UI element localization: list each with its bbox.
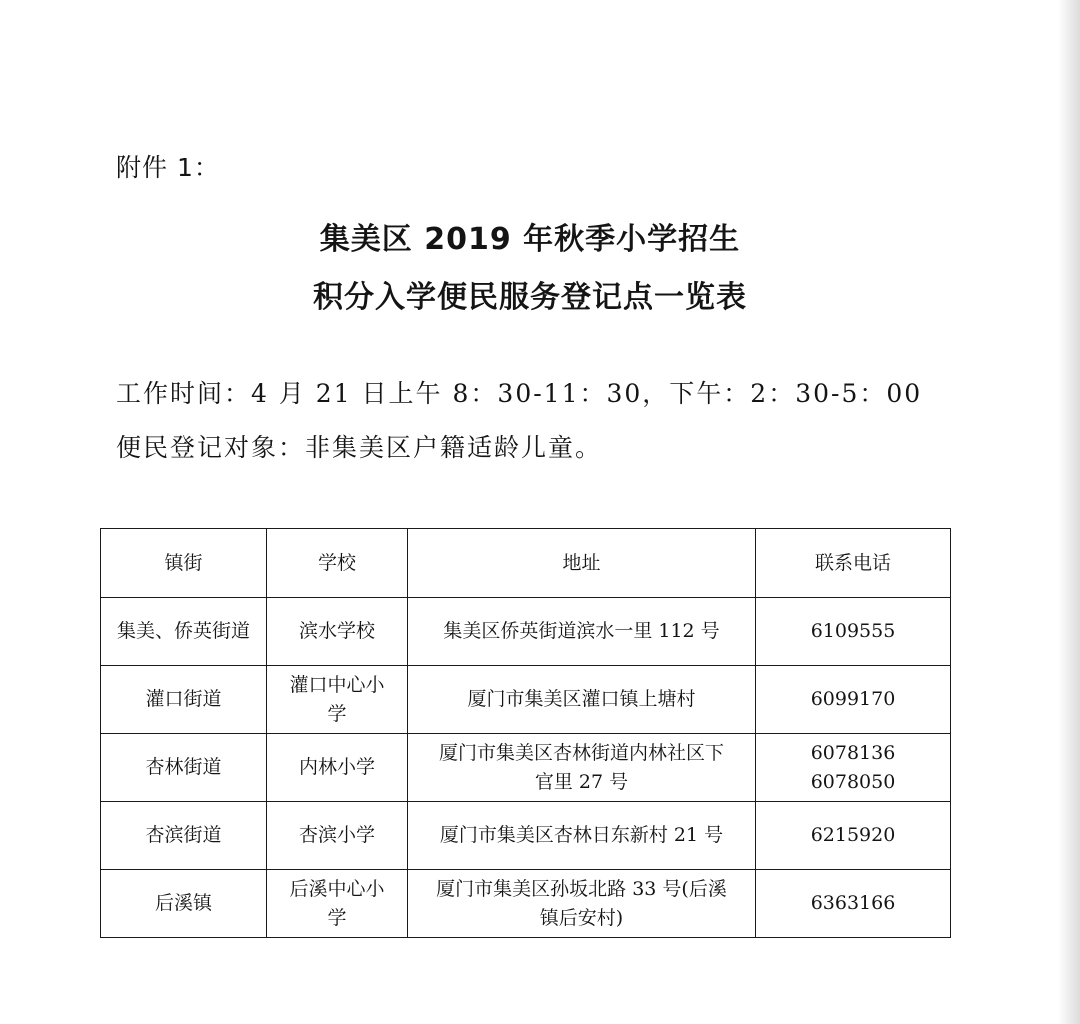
address-cell: [408, 598, 756, 666]
header-school: 学校: [267, 529, 408, 598]
address-line: 镇后安村): [539, 906, 624, 929]
town-cell: 后溪镇: [101, 870, 267, 938]
registration-target-text: 便民登记对象：非集美区户籍适龄儿童。: [116, 433, 603, 462]
phone-cell: [756, 666, 951, 734]
phone-cell: [756, 734, 951, 802]
table-header-row: [101, 529, 951, 598]
address-cell: [408, 802, 756, 870]
town-cell: 集美、侨英街道: [101, 598, 267, 666]
table-row: [101, 734, 951, 802]
school-line: 内林小学: [298, 756, 375, 778]
address-cell: [408, 666, 756, 734]
header-address: 地址: [408, 529, 756, 598]
document-title-line-2: 积分入学便民服务登记点一览表: [313, 280, 747, 315]
town-cell: 杏林街道: [101, 734, 267, 802]
attachment-label: 附件 1：: [116, 153, 220, 182]
working-hours-text: 工作时间：4 月 21 日上午 8：30-11：30，下午：2：30-5：00: [116, 379, 923, 408]
phone-number: 6078050: [810, 770, 896, 793]
phone-cell: [756, 802, 951, 870]
table-row: [101, 598, 951, 666]
address-cell: [408, 870, 756, 938]
address-line: 厦门市集美区灌口镇上塘村: [467, 688, 696, 710]
table-row: [101, 870, 951, 938]
address-line: 厦门市集美区孙坂北路 33 号(后溪: [436, 877, 727, 900]
header-phone: 联系电话: [756, 529, 951, 598]
school-cell: [267, 802, 408, 870]
phone-number: 6078136: [810, 741, 896, 764]
phone-number: 6363166: [810, 892, 896, 914]
address-line: 厦门市集美区杏林日东新村 21 号: [439, 824, 724, 846]
table-row: [101, 802, 951, 870]
phone-cell: [756, 870, 951, 938]
school-line: 后溪中心小: [289, 877, 385, 900]
school-line: 杏滨小学: [298, 824, 375, 846]
town-cell: 杏滨街道: [101, 802, 267, 870]
school-line: 学: [327, 906, 347, 929]
table-row: [101, 666, 951, 734]
phone-number: 6215920: [810, 824, 896, 846]
school-line: 灌口中心小: [289, 673, 385, 696]
address-line: 集美区侨英街道滨水一里 112 号: [443, 620, 720, 642]
school-cell: [267, 734, 408, 802]
school-cell: [267, 598, 408, 666]
school-line: 滨水学校: [298, 620, 375, 642]
address-line: 厦门市集美区杏林街道内林社区下: [438, 741, 724, 764]
town-cell: 灌口街道: [101, 666, 267, 734]
phone-cell: [756, 598, 951, 666]
school-line: 学: [327, 702, 347, 725]
document-title-line-1: 集美区 2019 年秋季小学招生: [319, 222, 741, 257]
address-cell: [408, 734, 756, 802]
school-cell: [267, 870, 408, 938]
registration-points-table: [100, 528, 951, 938]
header-town: 镇街: [101, 529, 267, 598]
school-cell: [267, 666, 408, 734]
phone-number: 6099170: [810, 688, 896, 710]
phone-number: 6109555: [810, 620, 896, 642]
address-line: 官里 27 号: [534, 770, 629, 793]
page-edge-shadow: [1058, 0, 1080, 1024]
